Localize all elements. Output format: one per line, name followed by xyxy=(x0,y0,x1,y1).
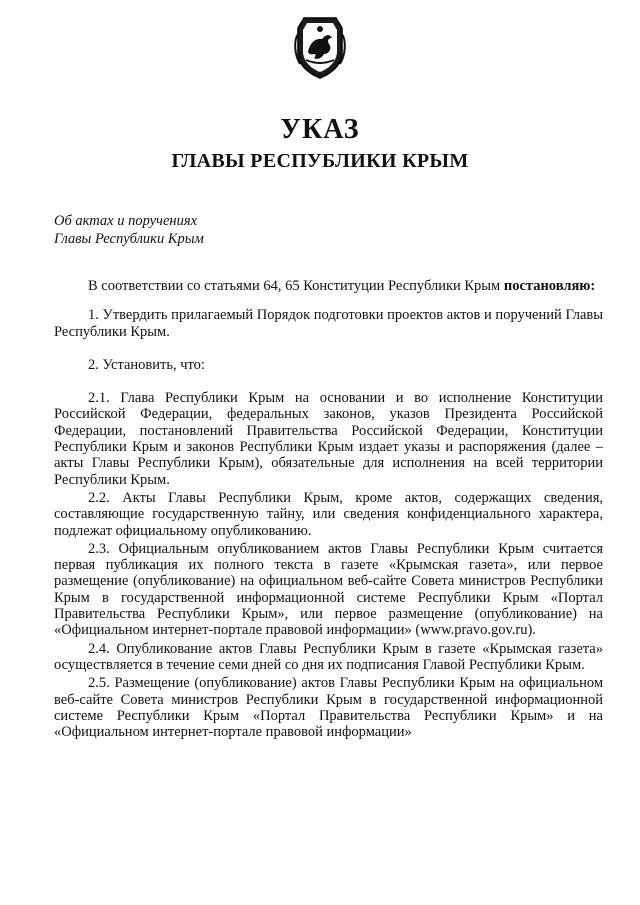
item-2-2: 2.2. Акты Главы Республики Крым, кроме актов, содержащих сведения, составляющие государственную тайну, или сведения конфиденциального характера, подлежат официальному опубликованию. xyxy=(54,489,603,539)
document-type-title: УКАЗ xyxy=(280,114,360,145)
document-issuer-title: ГЛАВЫ РЕСПУБЛИКИ КРЫМ xyxy=(171,150,469,172)
document-body xyxy=(54,278,603,740)
item-2-4: 2.4. Опубликование актов Главы Республики Крым в газете «Крымская газета» осуществляется в течение семи дней со дня их подписания Главой Республики Крым. xyxy=(54,640,603,673)
subject-line-1: Об актах и поручениях xyxy=(54,213,198,229)
document-subject xyxy=(54,212,204,248)
item-2-3: 2.3. Официальным опубликованием актов Главы Республики Крым считается первая публикация их полного текста в газете «Крымская газета», или первое размещение (опубликование) на официальном веб-сайте Совета министров Республики Крым в государственной информационной системе Республики Крым «Портал Правительства Республики Крым», или первое размещение (опубликование) на «Официальном интернет-портале правовой информации» (www.pravo.gov.ru). xyxy=(54,540,603,639)
item-2-5: 2.5. Размещение (опубликование) актов Главы Республики Крым на официальном веб-сайте Совета министров Республики Крым в государственной информационной системе Республики Крым «Портал Правительства Республики Крым» и на «Официальном интернет-портале правовой информации» xyxy=(54,675,603,741)
intro-bold-word: постановляю: xyxy=(503,278,596,294)
item-2-1: 2.1. Глава Республики Крым на основании и во исполнение Конституции Российской Федерации, федеральных законов, указов Президента Российской Федерации, постановлений Правительства Российской Федерации, Конституции Республики Крым и законов Республики Крым издает указы и распоряжения (далее – акты Главы Республики Крым), обязательные для исполнения на всей территории Республики Крым. xyxy=(54,390,603,488)
subject-line-2: Главы Республики Крым xyxy=(54,231,204,247)
intro-text: В соответствии со статьями 64, 65 Конституции Республики Крым xyxy=(88,278,504,294)
intro-paragraph xyxy=(54,278,603,294)
item-1: 1. Утвердить прилагаемый Порядок подготовки проектов актов и поручений Главы Республики Крым. xyxy=(54,307,603,340)
crimea-coat-of-arms-icon xyxy=(292,14,348,80)
item-2: 2. Установить, что: xyxy=(88,356,205,373)
